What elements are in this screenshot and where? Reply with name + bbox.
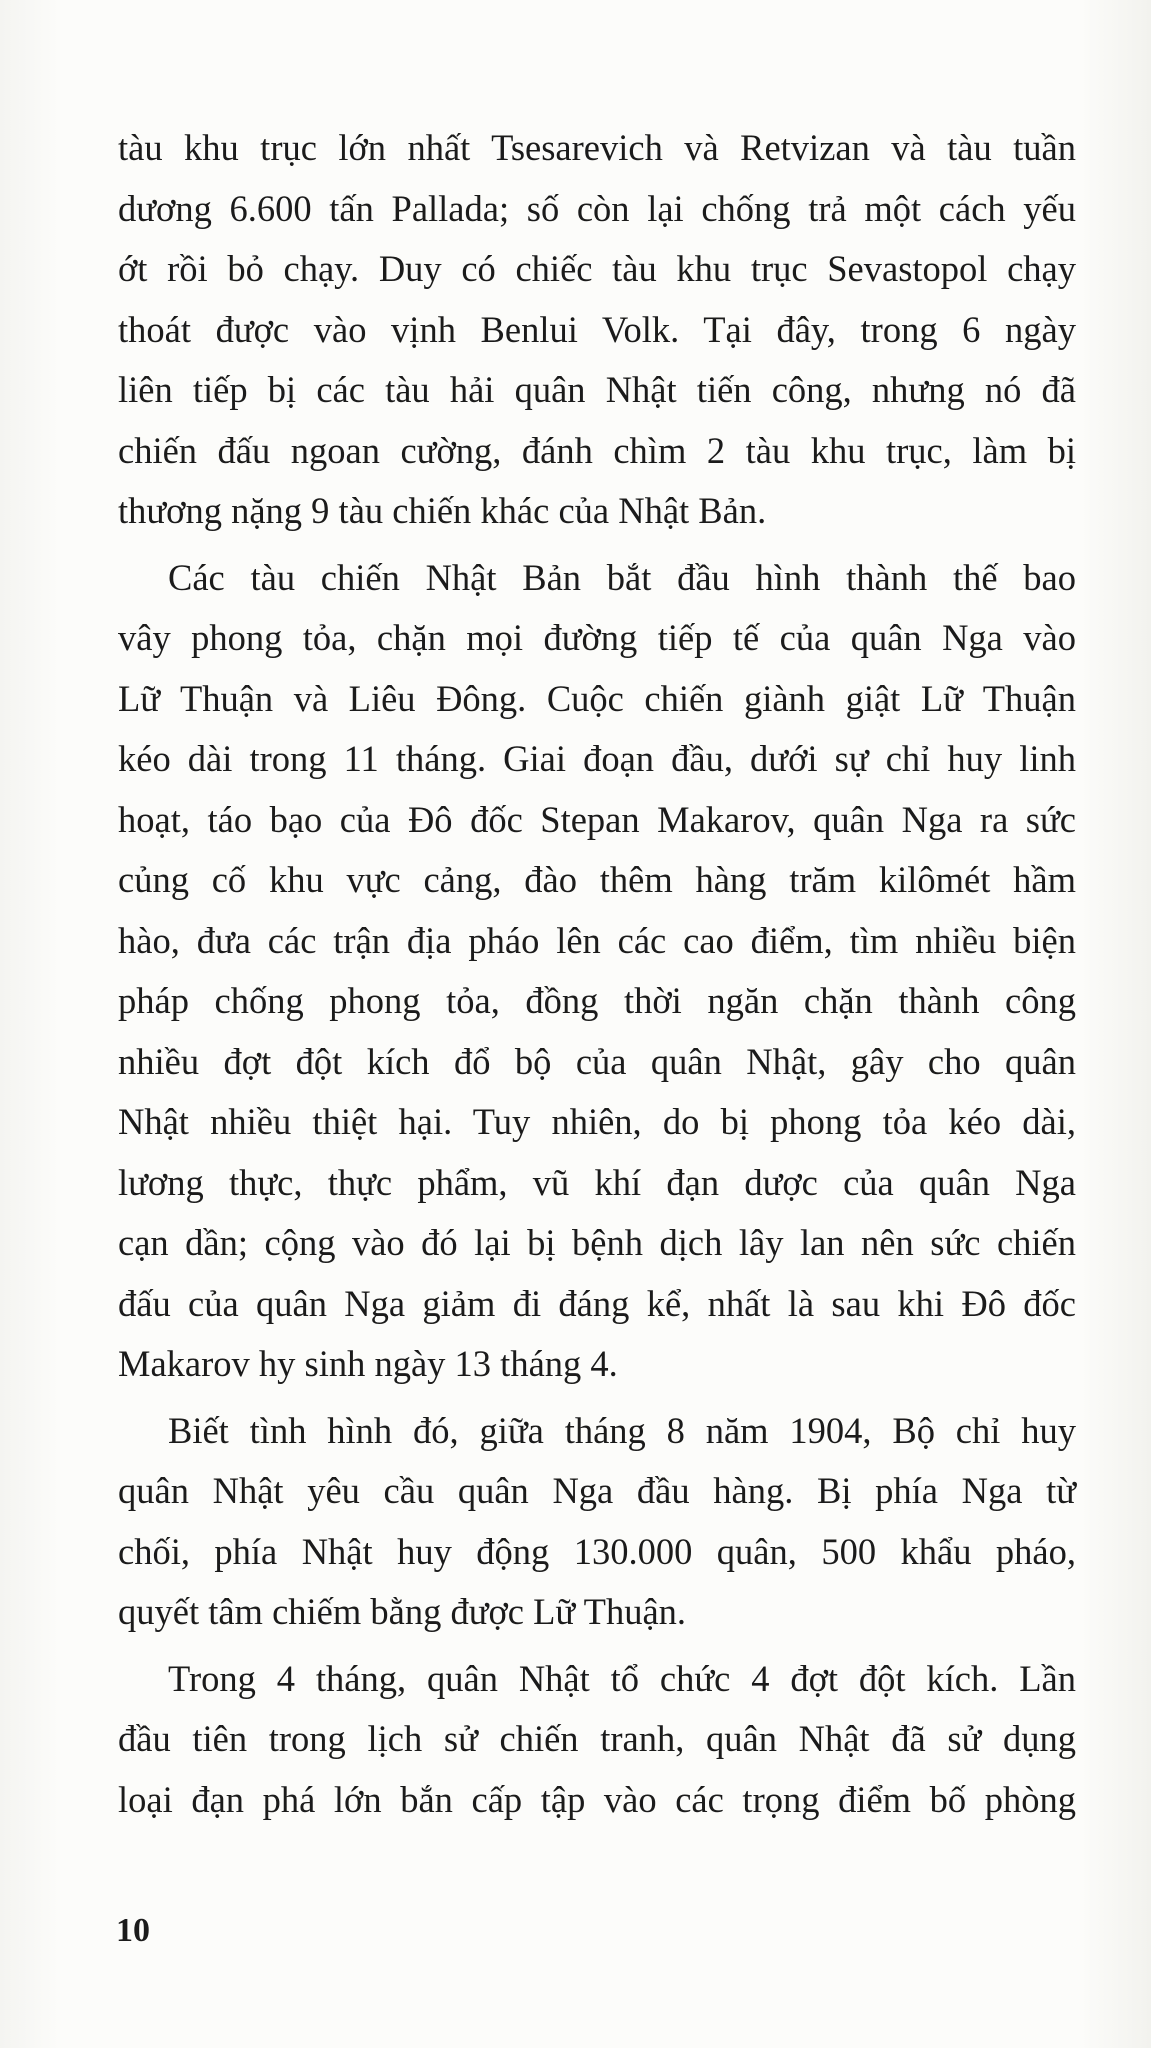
text-line: nhiều đợt đột kích đổ bộ của quân Nhật, gây cho quân xyxy=(118,1040,1076,1082)
text-line: tàu khu trục lớn nhất Tsesarevich và Retvizan và tàu tuần xyxy=(118,127,1076,168)
text-line: Biết tình hình đó, giữa tháng 8 năm 1904, Bộ chỉ huy xyxy=(168,1409,1076,1451)
text-line: Trong 4 tháng, quân Nhật tổ chức 4 đợt đột kích. Lần xyxy=(168,1657,1076,1699)
text-line: thương nặng 9 tàu chiến khác của Nhật Bản. xyxy=(118,490,767,531)
text-line: Lữ Thuận và Liêu Đông. Cuộc chiến giành giật Lữ Thuận xyxy=(118,677,1076,719)
text-line: pháp chống phong tỏa, đồng thời ngăn chặn thành công xyxy=(118,980,1076,1021)
text-line: Makarov hy sinh ngày 13 tháng 4. xyxy=(118,1343,618,1384)
text-line: hào, đưa các trận địa pháo lên các cao điểm, tìm nhiều biện xyxy=(118,919,1076,961)
text-line: vây phong tỏa, chặn mọi đường tiếp tế của quân Nga vào xyxy=(118,617,1076,658)
text-line: chối, phía Nhật huy động 130.000 quân, 500 khẩu pháo, xyxy=(118,1530,1076,1572)
text-line: củng cố khu vực cảng, đào thêm hàng trăm kilômét hầm xyxy=(118,859,1076,900)
text-line: chiến đấu ngoan cường, đánh chìm 2 tàu khu trục, làm bị xyxy=(118,429,1076,471)
text-line: ớt rồi bỏ chạy. Duy có chiếc tàu khu trục Sevastopol chạy xyxy=(118,248,1076,289)
paragraph-1 xyxy=(118,118,1076,542)
text-line: Nhật nhiều thiệt hại. Tuy nhiên, do bị phong tỏa kéo dài, xyxy=(118,1101,1076,1142)
text-line: thoát được vào vịnh Benlui Volk. Tại đây, trong 6 ngày xyxy=(118,308,1076,350)
paragraph-4 xyxy=(118,1649,1076,1831)
text-line: dương 6.600 tấn Pallada; số còn lại chống trả một cách yếu xyxy=(118,187,1076,229)
text-line: hoạt, táo bạo của Đô đốc Stepan Makarov, quân Nga ra sức xyxy=(118,798,1076,840)
text-line: loại đạn phá lớn bắn cấp tập vào các trọng điểm bố phòng xyxy=(118,1778,1076,1820)
text-line: quân Nhật yêu cầu quân Nga đầu hàng. Bị phía Nga từ xyxy=(118,1470,1076,1511)
text-line: quyết tâm chiếm bằng được Lữ Thuận. xyxy=(118,1591,687,1632)
paragraph-2 xyxy=(118,548,1076,1395)
text-line: Các tàu chiến Nhật Bản bắt đầu hình thành thế bao xyxy=(168,556,1076,598)
paragraph-3 xyxy=(118,1401,1076,1643)
text-line: kéo dài trong 11 tháng. Giai đoạn đầu, dưới sự chỉ huy linh xyxy=(118,738,1076,779)
text-line: liên tiếp bị các tàu hải quân Nhật tiến công, nhưng nó đã xyxy=(118,369,1076,410)
text-line: cạn dần; cộng vào đó lại bị bệnh dịch lây lan nên sức chiến xyxy=(118,1222,1076,1263)
text-line: đấu của quân Nga giảm đi đáng kể, nhất là sau khi Đô đốc xyxy=(118,1282,1076,1324)
page-number: 10 xyxy=(116,1912,150,1949)
text-line: đầu tiên trong lịch sử chiến tranh, quân Nhật đã sử dụng xyxy=(118,1718,1076,1759)
text-line: lương thực, thực phẩm, vũ khí đạn dược của quân Nga xyxy=(118,1161,1076,1203)
body-text xyxy=(118,118,1076,1836)
